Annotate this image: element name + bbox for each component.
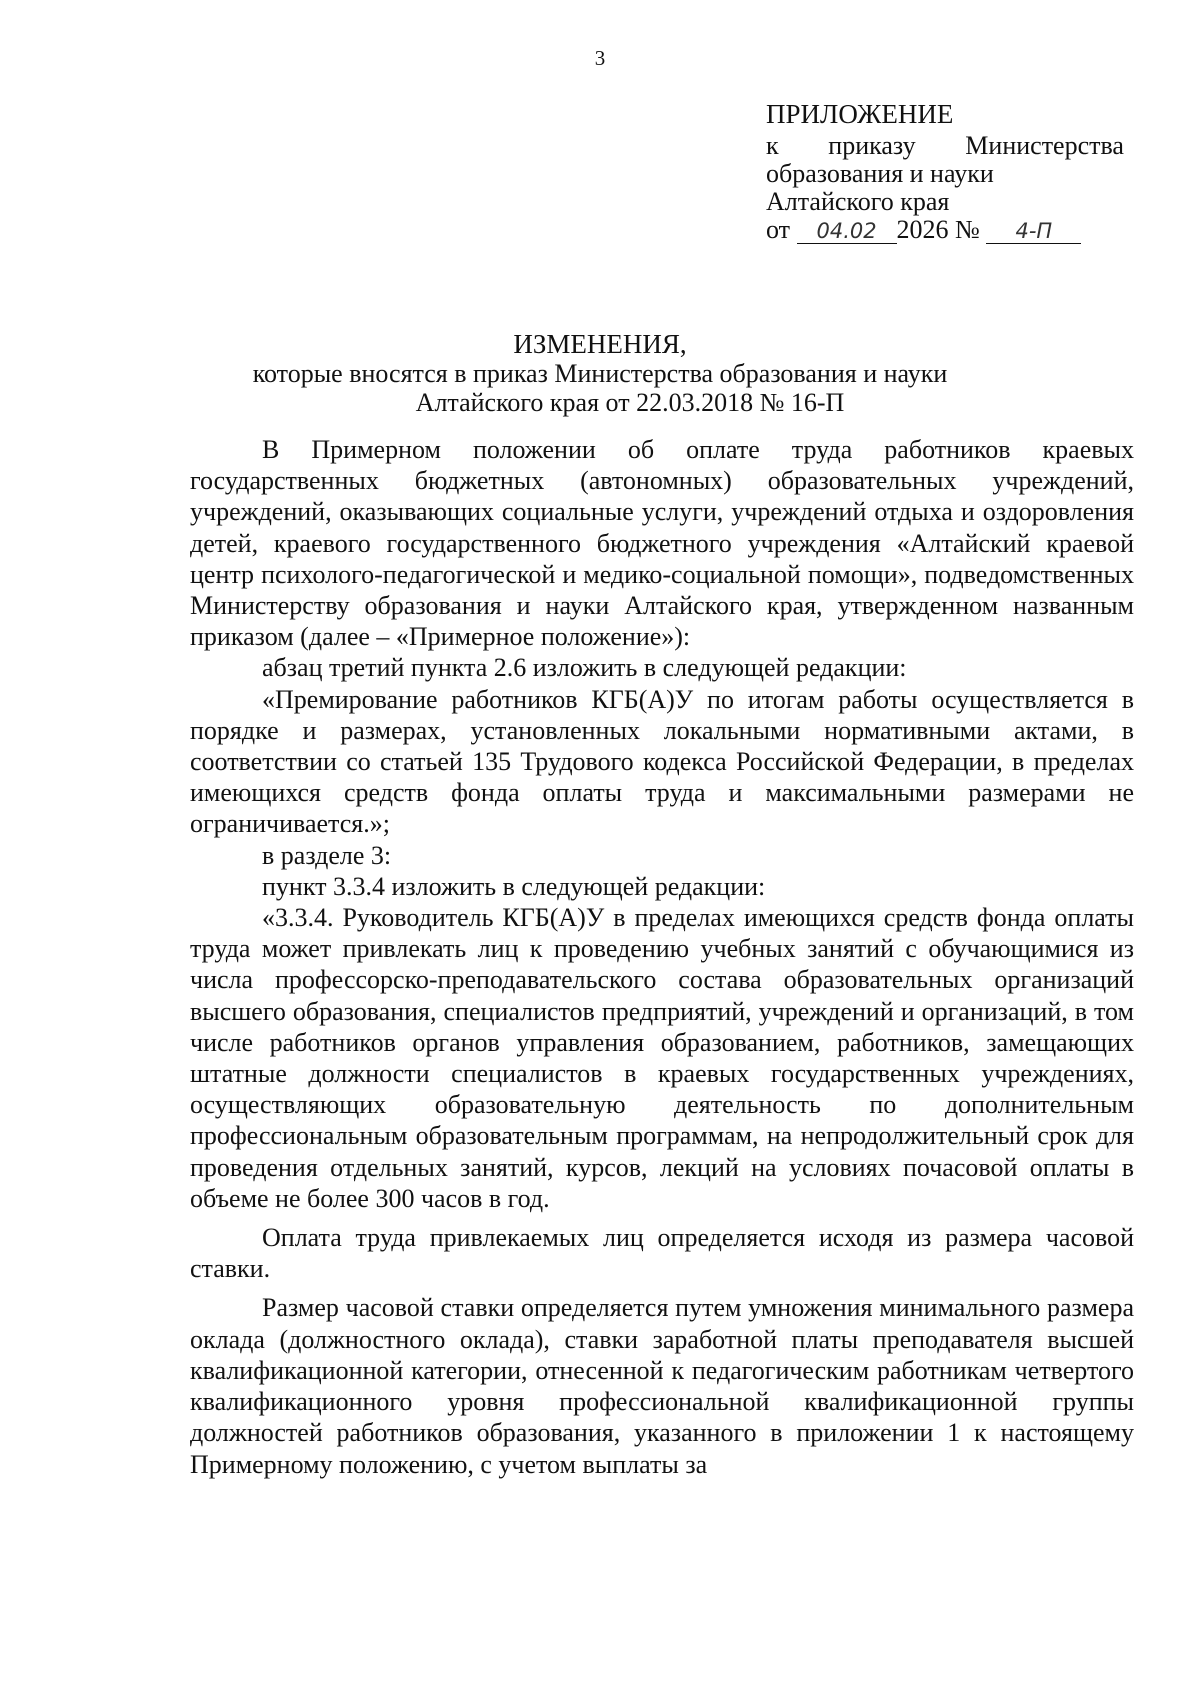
appendix-block [766, 100, 1124, 244]
document-body [190, 434, 1134, 1480]
body-paragraph: «Премирование работников КГБ(А)У по итогам работы осуществляется в порядке и размерах, установленных локальными нормативными актами, в соответствии со статьей 135 Трудового кодекса Российской Федерации, в пределах имеющихся средств фонда оплаты труда и максимальными размерами не ограничивается.»; [190, 684, 1134, 839]
appendix-date-line [766, 216, 1124, 244]
body-paragraph: абзац третий пункта 2.6 изложить в следующей редакции: [262, 653, 907, 683]
year-number-label: 2026 № [896, 215, 980, 244]
page-number: 3 [594, 46, 606, 70]
appendix-line-3: Алтайского края [766, 187, 950, 216]
appendix-word: к [766, 131, 779, 160]
appendix-line-1 [766, 132, 1124, 160]
handwritten-date: 04.02 [797, 219, 897, 244]
body-paragraph: Размер часовой ставки определяется путем умножения минимального размера оклада (должностного оклада), ставки заработной платы преподавателя высшей квалификационной категории, отнесенной к педагогическим работникам четвертого квалификационного уровня профессиональной квалификационной группы должностей работников образования, указанного в приложении 1 к настоящему Примерному положению, с учетом выплаты за [190, 1293, 1134, 1479]
body-paragraph: Оплата труда привлекаемых лиц определяется исходя из размера часовой ставки. [190, 1223, 1134, 1284]
date-prefix: от [766, 215, 791, 244]
heading-line-2: Алтайского края от 22.03.2018 № 16-П [415, 388, 845, 417]
body-paragraph: в разделе 3: [262, 840, 392, 870]
heading-line-1: которые вносятся в приказ Министерства образования и науки [252, 359, 948, 388]
appendix-word: приказу [828, 131, 916, 160]
appendix-word: Министерства [965, 131, 1124, 160]
body-paragraph: В Примерном положении об оплате труда работников краевых государственных бюджетных (автономных) образовательных учреждений, учреждений, оказывающих социальные услуги, учреждений отдыха и оздоровления детей, краевого государственного бюджетного учреждения «Алтайский краевой центр психолого-педагогической и медико-социальной помощи», подведомственных Министерству образования и науки Алтайского края, утвержденном названным приказом (далее – «Примерное положение»): [190, 435, 1134, 652]
body-paragraph: «3.3.4. Руководитель КГБ(А)У в пределах имеющихся средств фонда оплаты труда может привлекать лиц к проведению учебных занятий с обучающимися из числа профессорско-преподавательского состава образовательных организаций высшего образования, специалистов предприятий, учреждений и организаций, в том числе работников органов управления образованием, работников, замещающих штатные должности специалистов в краевых государственных учреждениях, осуществляющих образовательную деятельность по дополнительным профессиональным образовательным программам, на непродолжительный срок для проведения отдельных занятий, курсов, лекций на условиях почасовой оплаты в объеме не более 300 часов в год. [190, 903, 1134, 1213]
heading-title: ИЗМЕНЕНИЯ, [513, 329, 687, 359]
handwritten-order-number: 4-П [986, 219, 1081, 244]
appendix-line-2: образования и науки [766, 159, 994, 188]
changes-heading [0, 330, 1200, 417]
appendix-title: ПРИЛОЖЕНИЕ [766, 99, 954, 129]
body-paragraph: пункт 3.3.4 изложить в следующей редакции: [262, 871, 766, 901]
